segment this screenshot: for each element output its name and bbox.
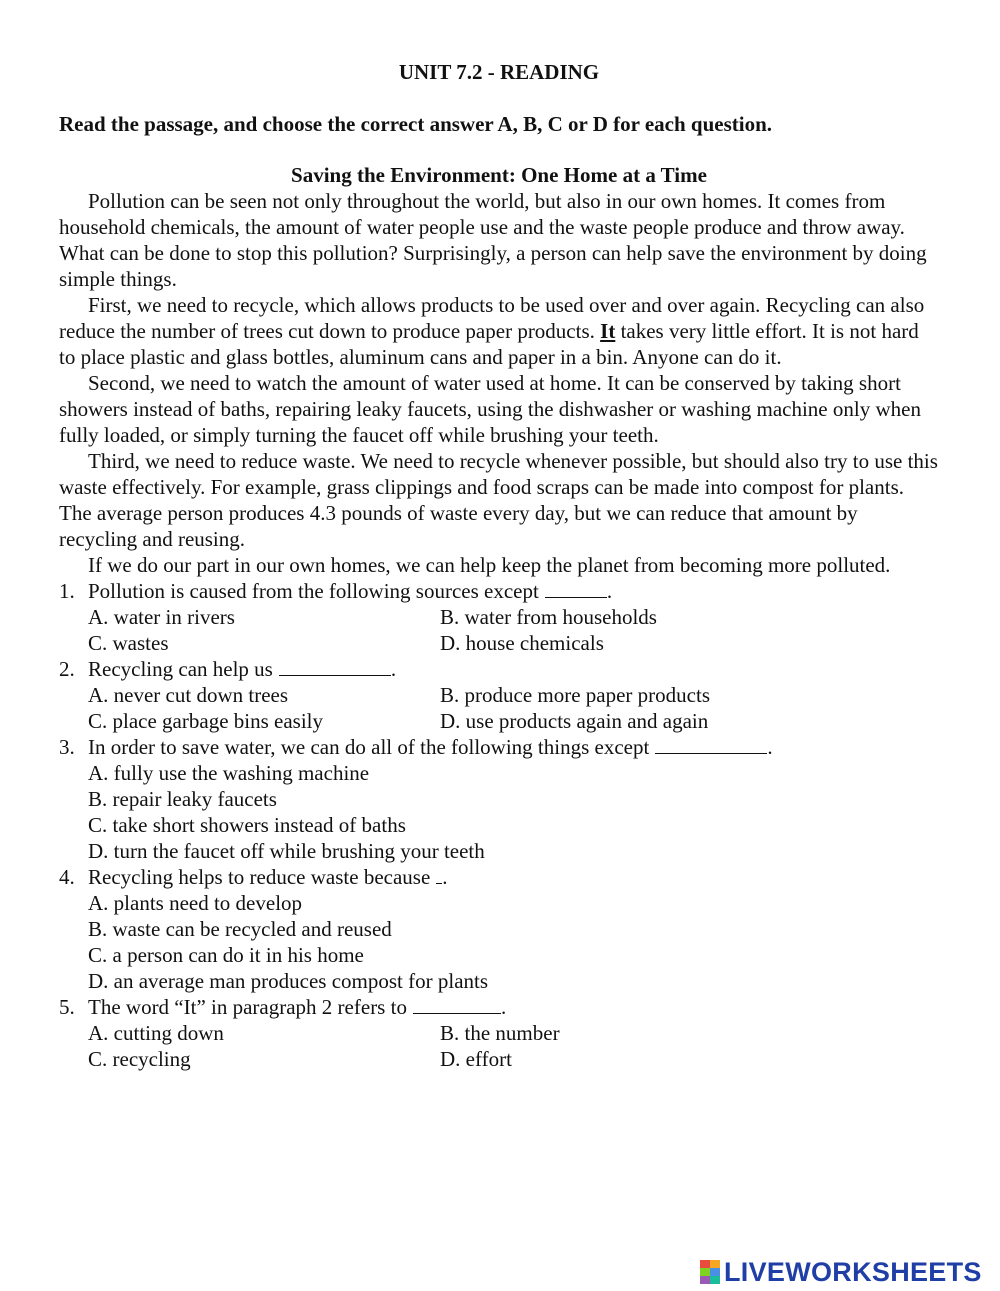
passage-title: Saving the Environment: One Home at a Time xyxy=(291,163,707,187)
question-5: 5. The word “It” in paragraph 2 refers to . xyxy=(59,995,507,1019)
question-number: 5. xyxy=(59,995,75,1019)
logo-block xyxy=(710,1276,720,1284)
passage-paragraph-2: First, we need to recycle, which allows products to be used over and over again. Recycling can also reduce the number of trees cut down to produce paper products. It takes very little effort. It is not hard to place plastic and glass bottles, aluminum cans and paper in a bin. Anyone can do it. xyxy=(59,293,925,369)
option-d[interactable]: D. use products again and again xyxy=(440,709,709,733)
logo-block xyxy=(700,1268,710,1276)
option-b[interactable]: B. water from households xyxy=(440,605,657,629)
option-c[interactable]: C. take short showers instead of baths xyxy=(88,813,406,837)
passage-paragraph-3: Second, we need to watch the amount of water used at home. It can be conserved by taking short showers instead of baths, repairing leaky faucets, using the dishwasher or washing machine only when fully loaded, or simply turning the faucet off while brushing your teeth. xyxy=(59,371,921,447)
option-d[interactable]: D. effort xyxy=(440,1047,512,1071)
option-a[interactable]: A. water in rivers xyxy=(88,605,235,629)
question-stem: Recycling can help us xyxy=(88,657,273,681)
logo-block xyxy=(700,1260,710,1268)
answer-blank[interactable] xyxy=(279,674,391,676)
question-3: 3. In order to save water, we can do all of the following things except . xyxy=(59,735,773,759)
option-a[interactable]: A. never cut down trees xyxy=(88,683,289,707)
question-1-options xyxy=(59,604,939,656)
question-number: 4. xyxy=(59,865,75,889)
answer-blank[interactable] xyxy=(545,596,607,598)
question-3-options xyxy=(59,760,939,864)
question-number: 3. xyxy=(59,735,75,759)
liveworksheets-logo xyxy=(700,1257,982,1287)
passage-paragraph-5: If we do our part in our own homes, we can help keep the planet from becoming more polluted. xyxy=(88,553,891,577)
brand-name: LIVEWORKSHEETS xyxy=(724,1256,982,1287)
option-a[interactable]: A. cutting down xyxy=(88,1021,224,1045)
option-b[interactable]: B. waste can be recycled and reused xyxy=(88,917,392,941)
option-a[interactable]: A. fully use the washing machine xyxy=(88,761,370,785)
question-stem: In order to save water, we can do all of the following things except xyxy=(88,735,650,759)
option-d[interactable]: D. an average man produces compost for plants xyxy=(88,969,489,993)
liveworksheets-logo-icon xyxy=(700,1260,720,1284)
question-4-options xyxy=(59,890,939,994)
option-d[interactable]: D. turn the faucet off while brushing your teeth xyxy=(88,839,485,863)
instruction: Read the passage, and choose the correct answer A, B, C or D for each question. xyxy=(59,112,772,136)
question-stem: Recycling helps to reduce waste because xyxy=(88,865,431,889)
question-5-options xyxy=(59,1020,939,1072)
question-1: 1. Pollution is caused from the following sources except . xyxy=(59,579,613,603)
option-b[interactable]: B. produce more paper products xyxy=(440,683,710,707)
worksheet xyxy=(59,58,939,1072)
logo-block xyxy=(710,1268,720,1276)
answer-blank[interactable] xyxy=(655,752,767,754)
question-number: 1. xyxy=(59,579,75,603)
answer-blank[interactable] xyxy=(413,1012,501,1014)
passage-paragraph-4: Third, we need to reduce waste. We need to recycle whenever possible, but should also try to use this waste effectively. For example, grass clippings and food scraps can be made into compost for plants. The average person produces 4.3 pounds of waste every day, but we can reduce that amount by recycling and reusing. xyxy=(59,449,938,551)
question-2-options xyxy=(59,682,939,734)
unit-title: UNIT 7.2 - READING xyxy=(398,60,600,84)
passage-paragraph-1: Pollution can be seen not only throughout the world, but also in our own homes. It comes from household chemicals, the amount of water people use and the waste people produce and throw away. What can be done to stop this pollution? Surprisingly, a person can help save the environment by doing simple things. xyxy=(59,189,927,291)
option-a[interactable]: A. plants need to develop xyxy=(88,891,303,915)
option-c[interactable]: C. wastes xyxy=(88,631,169,655)
question-stem: The word “It” in paragraph 2 refers to xyxy=(88,995,407,1019)
logo-block xyxy=(710,1260,720,1268)
question-4: 4. Recycling helps to reduce waste because . xyxy=(59,865,448,889)
option-d[interactable]: D. house chemicals xyxy=(440,631,604,655)
question-stem: Pollution is caused from the following sources except xyxy=(88,579,539,603)
highlighted-word-it: It xyxy=(600,319,616,343)
logo-block xyxy=(700,1276,710,1284)
option-c[interactable]: C. place garbage bins easily xyxy=(88,709,323,733)
option-b[interactable]: B. the number xyxy=(440,1021,560,1045)
question-number: 2. xyxy=(59,657,75,681)
option-c[interactable]: C. a person can do it in his home xyxy=(88,943,364,967)
option-b[interactable]: B. repair leaky faucets xyxy=(88,787,277,811)
question-2: 2. Recycling can help us . xyxy=(59,657,397,681)
option-c[interactable]: C. recycling xyxy=(88,1047,191,1071)
